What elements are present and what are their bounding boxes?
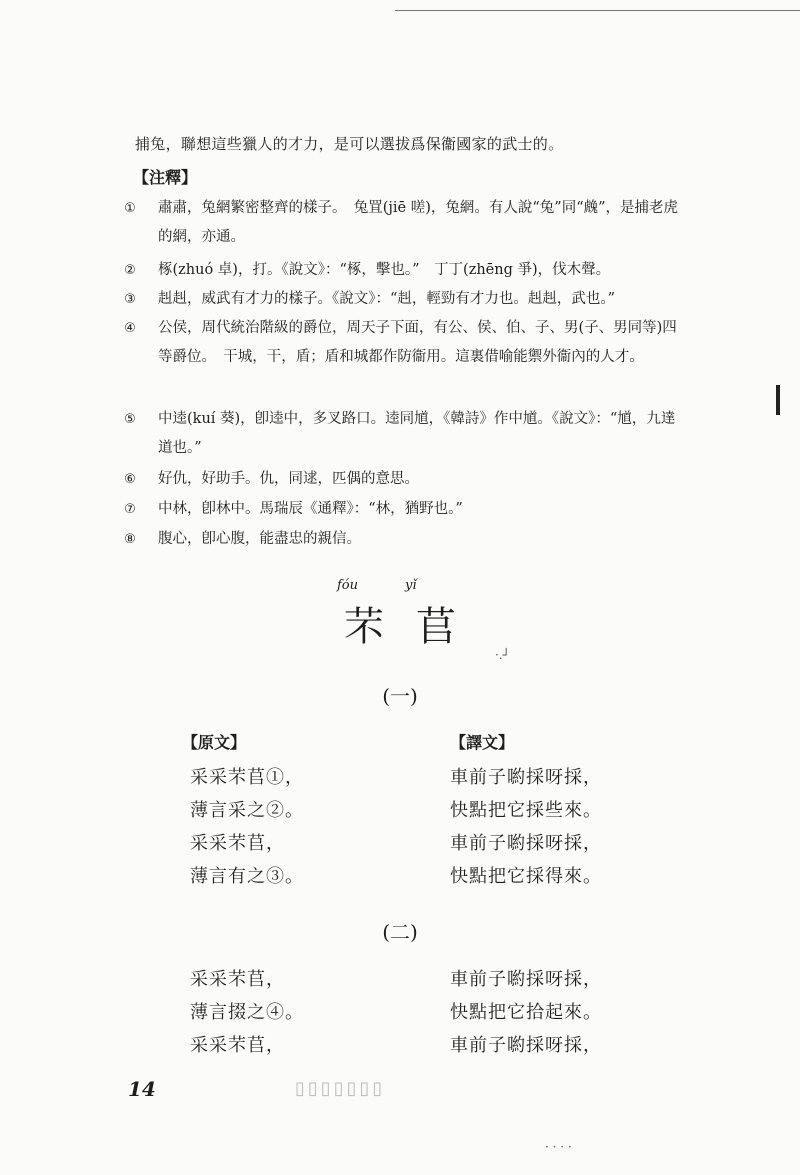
note-item <box>120 525 680 554</box>
translation-line: 車前子喲採呀採， <box>450 1035 602 1056</box>
note-item <box>120 285 680 314</box>
original-line: 采采芣苢， <box>190 833 285 854</box>
note-text: 中林，卽林中。馬瑞辰《通釋》：“林，猶野也。” <box>158 501 463 517</box>
page-number: 14 <box>128 1077 156 1101</box>
note-text: 椓(zhuó 卓)，打。《說文》：“椓，擊也。” 丁丁(zhēng 爭)，伐木聲。 <box>158 262 611 278</box>
ink-speck: ·.┘ <box>495 648 510 662</box>
note-item <box>120 495 680 524</box>
translation-line: 車前子喲採呀採， <box>450 833 602 854</box>
note-text: 赳赳，威武有才力的樣子。《說文》：“赳，輕勁有才力也。赳赳，武也。” <box>158 291 616 307</box>
margin-mark <box>776 385 780 415</box>
note-item <box>120 465 680 494</box>
note-item <box>120 405 680 463</box>
pinyin-annotation: yǐ <box>405 578 417 593</box>
section-label: (二) <box>382 920 418 944</box>
note-item <box>120 314 680 372</box>
translation-line: 快點把它採得來。 <box>450 866 602 887</box>
original-line: 采采芣苢， <box>190 1035 285 1056</box>
translation-heading: 【譯文】 <box>450 733 515 752</box>
original-line: 采采芣苢， <box>190 969 285 990</box>
note-number: ⑤ <box>124 412 136 427</box>
original-line: 薄言掇之④。 <box>190 1002 304 1023</box>
translation-line: 快點把它採些來。 <box>450 800 602 821</box>
translation-line: 快點把它拾起來。 <box>450 1002 602 1023</box>
note-number: ① <box>124 201 136 216</box>
pinyin-annotation: fóu <box>337 578 359 593</box>
intro-line: 捕兔，聯想這些獵人的才力，是可以選拔爲保衞國家的武士的。 <box>135 135 564 153</box>
note-text: 腹心，卽心腹，能盡忠的親信。 <box>158 531 361 547</box>
note-text: 中逵(kuí 葵)，卽逵中，多叉路口。逵同馗，《韓詩》作中馗。《說文》：“馗，九達道也。” <box>158 411 676 456</box>
note-item <box>120 256 680 285</box>
section-label: (一) <box>382 684 418 708</box>
original-line: 采采芣苢①， <box>190 767 304 788</box>
note-number: ③ <box>124 292 136 307</box>
note-text: 肅肅，兔網繁密整齊的樣子。 兔罝(jiē 嗟)，兔網。有人說“兔”同“䖘”，是捕老虎的網，亦通。 <box>158 200 679 245</box>
translation-line: 車前子喲採呀採， <box>450 767 602 788</box>
original-line: 薄言有之③。 <box>190 866 304 887</box>
notes-heading: 【注釋】 <box>133 168 198 187</box>
translation-line: 車前子喲採呀採， <box>450 969 602 990</box>
ink-speck: · · · · <box>545 1140 572 1154</box>
library-stamp: ▯▯▯▯▯▯▯ <box>295 1078 386 1099</box>
note-number: ④ <box>124 321 136 336</box>
poem-title: 芣苢 <box>344 604 488 650</box>
top-rule <box>395 10 800 11</box>
note-number: ⑥ <box>124 472 136 487</box>
note-item <box>120 194 680 252</box>
original-line: 薄言采之②。 <box>190 800 304 821</box>
note-number: ② <box>124 263 136 278</box>
note-text: 公侯，周代統治階級的爵位，周天子下面，有公、侯、伯、子、男(子、男同等)四等爵位。 干城，干，盾；盾和城都作防衞用。這裏借喻能禦外衞內的人才。 <box>158 320 677 365</box>
original-heading: 【原文】 <box>182 733 247 752</box>
note-number: ⑧ <box>124 532 136 547</box>
note-text: 好仇，好助手。仇，同逑，匹偶的意思。 <box>158 471 419 487</box>
note-number: ⑦ <box>124 502 136 517</box>
